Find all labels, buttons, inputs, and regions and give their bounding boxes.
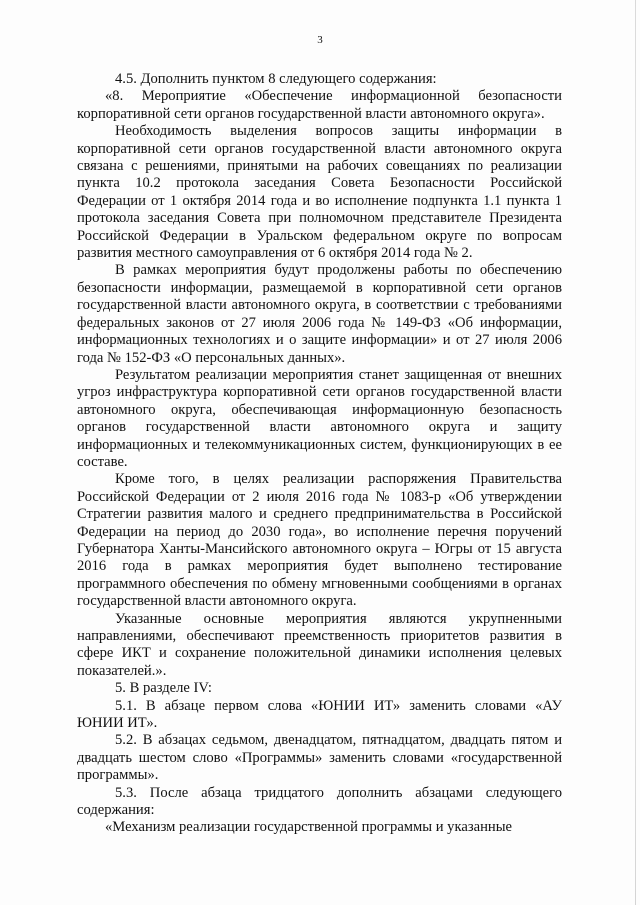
paragraph-mechanism: «Механизм реализации государственной программы и указанные [105, 819, 512, 836]
paragraph-4-5: 4.5. Дополнить пунктом 8 следующего содержания: [115, 71, 437, 87]
paragraph-measure-8-title: «8. Мероприятие «Обеспечение информационной безопасности корпоративной сети органов государственной власти автономного округа». [77, 88, 562, 122]
paragraph-5-2: 5.2. В абзацах седьмом, двенадцатом, пятнадцатом, двадцать пятом и двадцать шестом слово «Программы» заменить словами «государственной программы». [77, 732, 562, 784]
paragraph-necessity: Необходимость выделения вопросов защиты информации в корпоративной сети органов государственной власти автономного округа связана с решениями, принятыми на рабочих совещаниях по реализации пункта 10.2 протокола заседания Совета Безопасности Российской Федерации от 1 октября 2014 года и во исполнение подпункта 1.1 пункта 1 протокола заседания Совета при полномочном представителе Президента Российской Федерации в Уральском федеральном округе по вопросам развития местного самоуправления от 6 октября 2014 года № 2. [77, 123, 562, 262]
page-number: 3 [317, 34, 323, 46]
paragraph-5-3: 5.3. После абзаца тридцатого дополнить абзацами следующего содержания: [77, 784, 562, 819]
paragraph-result: Результатом реализации мероприятия станет защищенная от внешних угроз инфраструктура корпоративной сети органов государственной власти автономного округа, обеспечивающая информационную безопасность органов государственной власти автономного округа и защиту информационных и телекоммуникационных систем, функционирующих в ее составе. [77, 366, 562, 470]
document-body [77, 71, 562, 837]
paragraph-work-scope: В рамках мероприятия будут продолжены работы по обеспечению безопасности информации, размещаемой в корпоративной сети органов государственной власти автономного округа, в соответствии с требованиями федеральных законов от 27 июля 2006 года № 149-ФЗ «Об информации, информационных технологиях и о защите информации» и от 27 июля 2006 года № 152-ФЗ «О персональных данных». [77, 262, 562, 366]
scan-edge-line [635, 0, 636, 905]
paragraph-main-measures: Указанные основные мероприятия являются укрупненными направлениями, обеспечивают преемственность приоритетов развития в сфере ИКТ и сохранение положительной динамики исполнения целевых показателей.». [77, 610, 562, 679]
paragraph-section-iv: 5. В разделе IV: [115, 680, 212, 697]
paragraph-5-1: 5.1. В абзаце первом слова «ЮНИИ ИТ» заменить словами «АУ ЮНИИ ИТ». [77, 697, 562, 732]
paragraph-additionally: Кроме того, в целях реализации распоряжения Правительства Российской Федерации от 2 июля 2016 года № 1083-р «Об утверждении Стратегии развития малого и среднего предпринимательства в Российской Федерации на период до 2030 года», во исполнение перечня поручений Губернатора Ханты-Мансийского автономного округа – Югры от 15 августа 2016 года в рамках мероприятия будет выполнено тестирование программного обеспечения по обмену мгновенными сообщениями в органах государственной власти автономного округа. [77, 471, 562, 610]
